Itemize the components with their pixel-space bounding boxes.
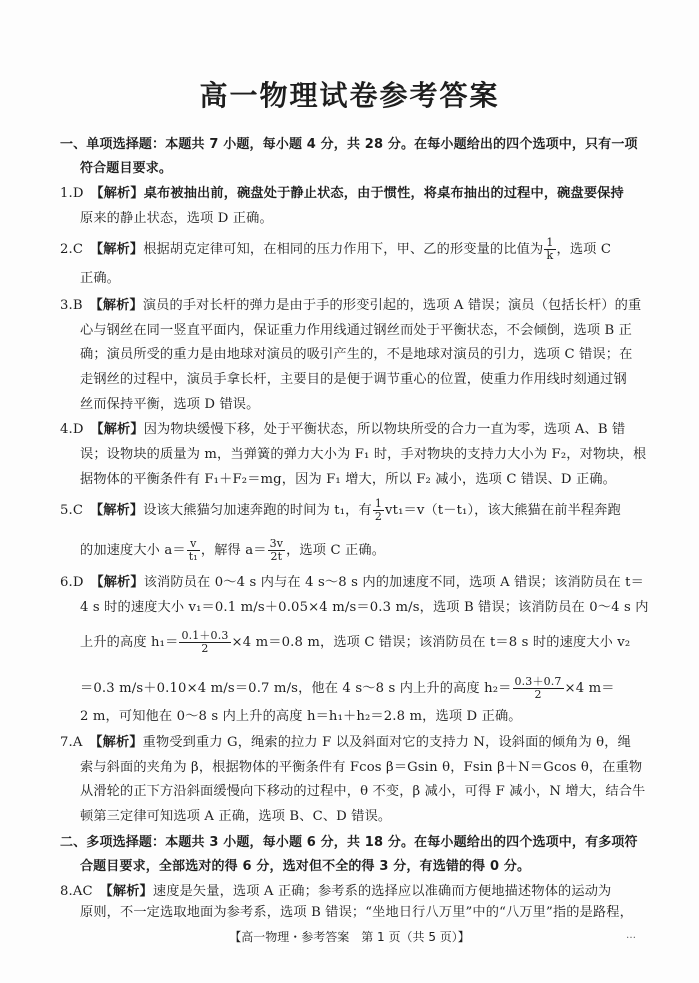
q3-line-1 (60, 297, 641, 315)
fraction-v-over-t1: $\frac{v}{\text{t₁}}$ (188, 537, 198, 563)
q8-answer: 8.AC (60, 884, 93, 899)
fraction-1-over-2: $\frac{1}{2}$ (374, 497, 383, 523)
fraction-3v-over-2t: $\frac{3v}{2t}$ (269, 537, 284, 563)
q8-text: 【解析】速度是矢量，选项 A 正确；参考系的选择应以准确而方便地描述物体的运动为 (106, 884, 612, 899)
fraction-h1: $\frac{0.1+0.3}{2}$ (181, 629, 229, 655)
page-footer: 【高一物理・参考答案 第 1 页（共 5 页）】 (229, 930, 470, 944)
q2-text: 【解析】根据胡克定律可知，在相同的压力作用下，甲、乙的形变量的比值为 (96, 242, 544, 257)
q6-line-3: 上升的高度 h₁＝ $\frac{0.1+0.3}{2}$ ×4 m＝0.8 m，选项 C 错误；该消防员在 t＝8 s 时的速度大小 v₂ (80, 629, 631, 655)
q7-line-3: 从滑轮的正下方沿斜面缓慢向下移动的过程中，θ 不变，β 减小，可得 F 减小，N 增大，结合牛 (80, 784, 646, 799)
q7-text: 【解析】重物受到重力 G，绳索的拉力 F 以及斜面对它的支持力 N，设斜面的倾角为 θ，绳 (95, 735, 631, 750)
fraction-h2: $\frac{0.3+0.7}{2}$ (514, 675, 562, 701)
q6-line-2: 4 s 时的速度大小 v₁＝0.1 m/s＋0.05×4 m/s＝0.3 m/s，选项 B 错误；该消防员在 0～4 s 内 (80, 600, 649, 615)
q1-line-1 (60, 185, 624, 203)
q3-line-5: 丝而保持平衡，选项 D 错误。 (80, 397, 260, 412)
q8-line-2: 原则，不一定选取地面为参考系，选项 B 错误；“坐地日行八万里”中的“八万里”指的是路程， (80, 905, 633, 920)
q6-answer: 6.D (60, 575, 84, 590)
q1-answer: 1.D (60, 186, 84, 201)
q7-answer: 7.A (60, 735, 83, 750)
section-2-heading: 二、多项选择题：本题共 3 小题，每小题 6 分，共 18 分。在每小题给出的四个选项中，有多项符 (60, 835, 638, 850)
q6-line-5: 2 m，可知他在 0～8 s 内上升的高度 h＝h₁＋h₂＝2.8 m，选项 D 正确。 (80, 709, 522, 724)
q7-line-4: 顿第三定律可知选项 A 正确，选项 B、C、D 错误。 (80, 809, 392, 824)
section-2-heading-cont: 合题目要求，全部选对的得 6 分，选对但不全的得 3 分，有选错的得 0 分。 (80, 859, 531, 874)
q1-text: 【解析】桌布被抽出前，碗盘处于静止状态，由于惯性，将桌布抽出的过程中，碗盘要保持 (96, 186, 624, 201)
q2-line-2: 正确。 (80, 271, 121, 286)
q4-line-2: 误；设物块的质量为 m，当弹簧的弹力大小为 F₁ 时，手对物块的支持力大小为 F₂，对物块，根 (80, 447, 647, 462)
q3-answer: 3.B (60, 298, 83, 313)
q5-line-1 (60, 498, 621, 523)
q6-text: 【解析】该消防员在 0～4 s 内与在 4 s～8 s 内的加速度不同，选项 A 错误；该消防员在 t＝ (96, 575, 644, 590)
section-1-heading-cont: 符合题目要求。 (80, 161, 173, 176)
q3-text: 【解析】演员的手对长杆的弹力是由于手的形变引起的，选项 A 错误；演员（包括长杆）的重 (96, 298, 642, 313)
q4-line-3: 据物体的平衡条件有 F₁＋F₂＝mg，因为 F₁ 增大，所以 F₂ 减小，选项 C 错误、D 正确。 (80, 472, 617, 487)
q5-text: 【解析】设该大熊猫匀加速奔跑的时间为 t₁，有 (96, 503, 372, 518)
q1-line-2: 原来的静止状态，选项 D 正确。 (80, 211, 273, 226)
q5-text-tail: vt₁＝v（t－t₁），该大熊猫在前半程奔跑 (385, 503, 621, 518)
q4-line-1 (60, 421, 625, 439)
q4-text: 【解析】因为物块缓慢下移，处于平衡状态，所以物块所受的合力一直为零，选项 A、B 错 (96, 422, 626, 437)
q4-answer: 4.D (60, 422, 84, 437)
q6-line-1 (60, 574, 644, 592)
q5-line-2: 的加速度大小 a＝ $\frac{v}{\text{t₁}}$ ，解得 a＝ $\frac{3v}{2t}$ ，选项 C 正确。 (80, 537, 386, 563)
q3-line-2: 心与钢丝在同一竖直平面内，保证重力作用线通过钢丝而处于平衡状态，不会倾倒，选项 B 正 (80, 323, 633, 338)
q2-text-tail: ，选项 C (556, 242, 612, 257)
q2-answer: 2.C (60, 242, 84, 257)
section-1-heading: 一、单项选择题：本题共 7 小题，每小题 4 分，共 28 分。在每小题给出的四个选项中，只有一项 (60, 137, 638, 152)
fraction-1-over-k: $\frac{1}{k}$ (546, 236, 554, 262)
q7-line-2: 索与斜面的夹角为 β，根据物体的平衡条件有 Fcos β＝Gsin θ，Fsin β＋N＝Gcos θ，在重物 (80, 760, 643, 775)
page-title: 高一物理试卷参考答案 (199, 79, 500, 112)
q3-line-3: 确；演员所受的重力是由地球对演员的吸引产生的，不是地球对演员的引力，选项 C 错误；在 (80, 347, 633, 362)
q6-line-4: ＝0.3 m/s＋0.10×4 m/s＝0.7 m/s，他在 4 s～8 s 内上升的高度 h₂＝ $\frac{0.3+0.7}{2}$ ×4 m＝ (80, 675, 615, 701)
q3-line-4: 走钢丝的过程中，演员手拿长杆，主要目的是便于调节重心的位置，使重力作用线时刻通过钢 (80, 372, 627, 387)
page-corner-mark: … (626, 930, 636, 941)
q8-line-1 (60, 883, 611, 901)
q5-answer: 5.C (60, 503, 84, 518)
q2-line-1 (60, 237, 611, 262)
q7-line-1 (60, 734, 631, 752)
